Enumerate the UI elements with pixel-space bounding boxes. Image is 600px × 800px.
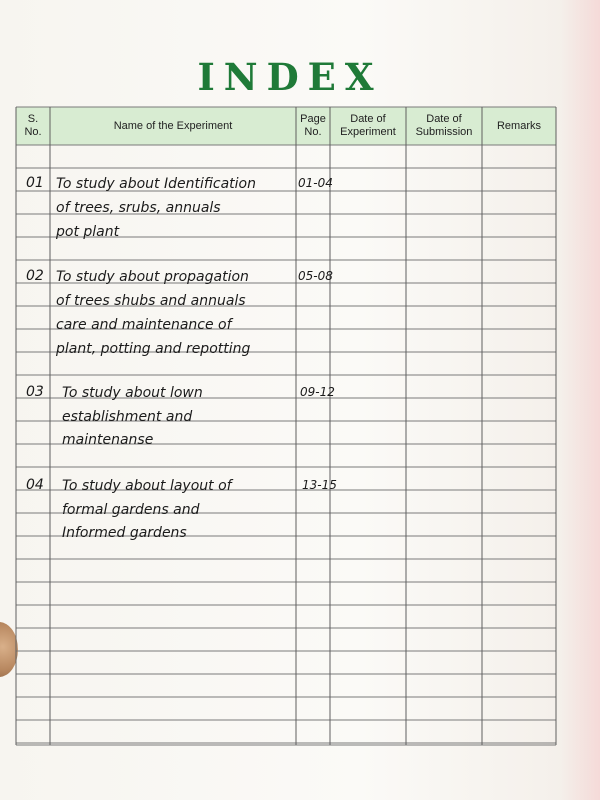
header-date-submission: Date of Submission	[415, 113, 473, 138]
entry-3-line-2: establishment and	[62, 409, 193, 425]
header-page: Page No.	[300, 113, 326, 138]
entry-4-page: 13-15	[302, 478, 337, 492]
entry-4-line-1: To study about layout of	[62, 478, 232, 494]
entry-1-page: 01-04	[298, 176, 333, 190]
header-sno: S. No.	[24, 113, 42, 138]
header-remarks: Remarks	[496, 119, 541, 132]
entry-2-line-2: of trees shubs and annuals	[56, 293, 246, 309]
header-name: Name of the Experiment	[113, 119, 233, 132]
entry-2-line-3: care and maintenance of	[56, 317, 232, 333]
entry-3-page: 09-12	[300, 385, 335, 399]
entry-3-sno: 03	[26, 384, 44, 400]
header-date-experiment: Date of Experiment	[340, 113, 396, 138]
entry-2-page: 05-08	[298, 269, 333, 283]
entry-1-line-3: pot plant	[56, 224, 120, 240]
page-title: INDEX	[197, 55, 383, 99]
entry-4-sno: 04	[26, 477, 44, 493]
entry-1-sno: 01	[26, 175, 44, 191]
entry-2-sno: 02	[26, 268, 44, 284]
entry-4-line-3: Informed gardens	[62, 525, 187, 541]
entry-3-line-1: To study about lown	[62, 385, 203, 401]
entry-1-line-2: of trees, srubs, annuals	[56, 200, 221, 216]
entry-3-line-3: maintenanse	[62, 432, 154, 448]
entry-1-line-1: To study about Identification	[56, 176, 256, 192]
entry-2-line-1: To study about propagation	[56, 269, 249, 285]
entry-4-line-2: formal gardens and	[62, 502, 200, 518]
entry-2-line-4: plant, potting and repotting	[56, 341, 251, 357]
